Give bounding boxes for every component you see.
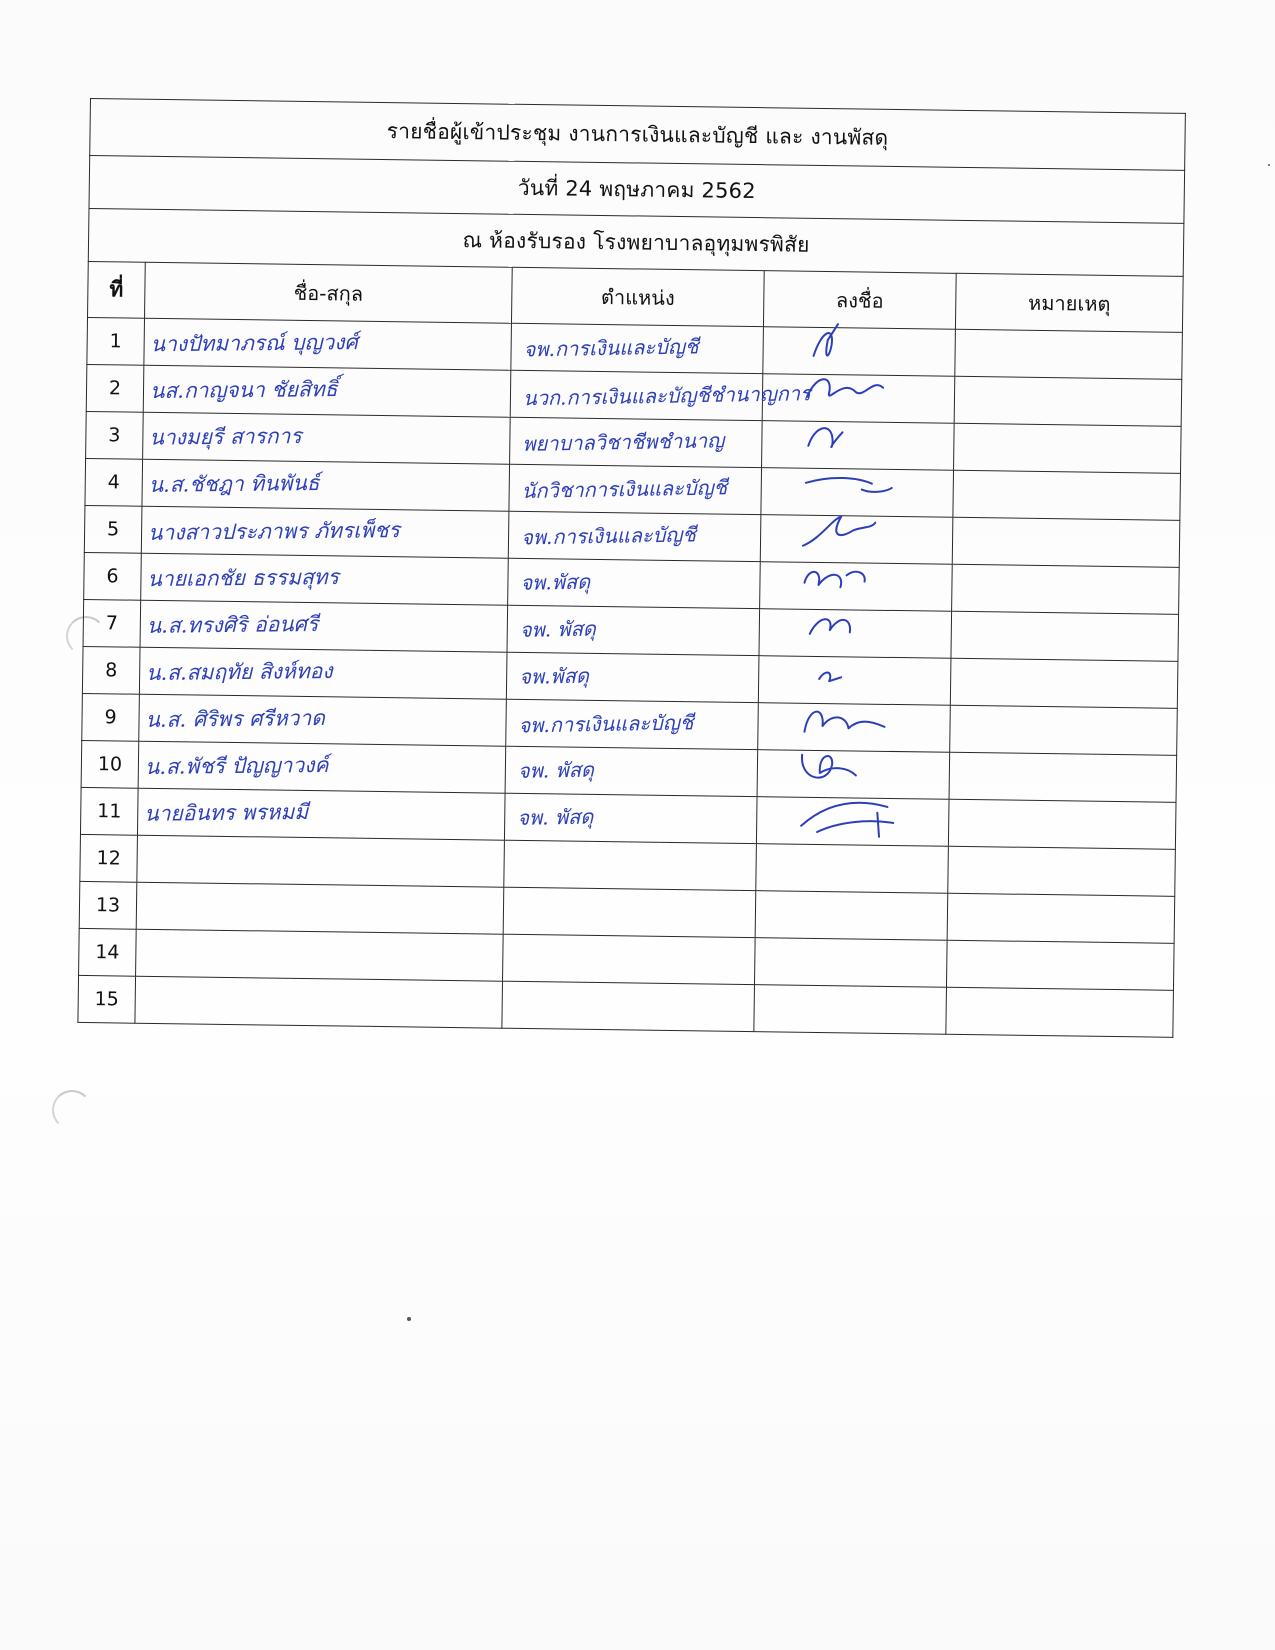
attendee-position-cell (504, 793, 757, 843)
handwritten-signature (799, 604, 910, 657)
attendance-table (77, 98, 1186, 1038)
handwritten-position: จพ.พัสดุ (518, 663, 590, 689)
column-header-number: ที่ (88, 261, 146, 318)
attendee-name-cell (137, 788, 505, 840)
remark-cell (954, 423, 1182, 473)
remark-cell (950, 658, 1178, 708)
row-number: 11 (80, 787, 138, 835)
signature-stroke (802, 755, 856, 778)
handwritten-position: จพ.การเงินและบัญชี (523, 334, 699, 362)
remark-cell (951, 611, 1179, 661)
attendee-position-cell (510, 417, 763, 467)
row-number: 15 (78, 975, 136, 1023)
attendee-name-cell (144, 318, 512, 370)
remark-cell (946, 940, 1174, 990)
handwritten-signature (802, 416, 913, 469)
row-number: 2 (86, 364, 144, 412)
punch-hole-mark (52, 1090, 92, 1130)
row-number: 12 (80, 834, 138, 882)
handwritten-name: น.ส. ศิริพร ศรีหวาด (145, 705, 325, 732)
handwritten-position: พยาบาลวิชาชีพชำนาญ (522, 428, 725, 456)
handwritten-position: จพ.การเงินและบัญชี (520, 522, 697, 550)
remark-cell (948, 799, 1176, 849)
signature-cell (756, 797, 949, 847)
remark-cell (952, 517, 1180, 567)
row-number: 3 (86, 411, 144, 459)
signature-stroke (801, 802, 893, 837)
meeting-date: วันที่ 24 พฤษภาคม 2562 (89, 156, 1185, 224)
attendee-position-cell (502, 981, 755, 1031)
remark-cell (949, 752, 1177, 802)
attendee-position-cell (506, 699, 759, 749)
scan-speck (1268, 164, 1270, 166)
remark-cell (946, 987, 1174, 1037)
handwritten-position: จพ.การเงินและบัญชี (518, 710, 694, 738)
signature-stroke (806, 478, 892, 493)
attendee-position-cell (506, 652, 759, 702)
attendee-position-cell (503, 887, 756, 937)
attendee-name-cell (136, 929, 504, 981)
remark-cell (954, 376, 1182, 426)
row-number: 4 (85, 458, 143, 506)
handwritten-signature (803, 369, 914, 422)
signature-stroke (819, 672, 841, 681)
handwritten-signature (799, 651, 910, 704)
handwritten-position: จพ. พัสดุ (519, 616, 597, 642)
remark-cell (950, 705, 1178, 755)
row-number: 5 (84, 505, 142, 553)
attendee-position-cell (510, 370, 811, 420)
attendee-position-cell (504, 840, 757, 890)
attendee-name-cell (141, 553, 509, 605)
column-header-signature: ลงชื่อ (763, 271, 956, 330)
signature-stroke (804, 571, 864, 588)
remark-cell (953, 470, 1181, 520)
remark-cell (952, 564, 1180, 614)
attendee-name-cell (136, 882, 504, 934)
signature-cell (754, 938, 947, 988)
signature-stroke (810, 619, 850, 634)
handwritten-name: นางมยุรี สารการ (149, 423, 302, 450)
attendee-position-cell (505, 746, 758, 796)
handwritten-signature (800, 557, 911, 610)
column-header-remark: หมายเหตุ (955, 273, 1183, 332)
signature-cell (755, 891, 948, 941)
meeting-location: ณ ห้องรับรอง โรงพยาบาลอุทุมพรพิสัย (88, 208, 1184, 276)
signature-stroke (807, 379, 883, 398)
handwritten-name: น.ส.ชัชฎา ทินพันธ์ (148, 470, 320, 497)
attendance-sheet (77, 98, 1184, 1038)
handwritten-name: น.ส.สมฤทัย สิงห์ทอง (146, 658, 333, 685)
row-number: 1 (87, 317, 145, 365)
attendee-name-cell (135, 976, 503, 1028)
attendee-position-cell (508, 511, 761, 561)
handwritten-name: นายอินทร พรหมมี (144, 799, 309, 826)
handwritten-position: นักวิชาการเงินและบัญชี (521, 475, 728, 503)
attendee-position-cell (507, 605, 760, 655)
handwritten-position: จพ. พัสดุ (517, 804, 594, 830)
handwritten-name: น.ส.พัชรี ปัญญาวงค์ (144, 752, 329, 779)
document-title: รายชื่อผู้เข้าประชุม งานการเงินและบัญชี และ งานพัสดุ (90, 99, 1186, 171)
remark-cell (947, 893, 1175, 943)
row-number: 13 (79, 881, 137, 929)
attendee-position-cell (511, 323, 764, 373)
handwritten-signature (798, 698, 909, 751)
attendee-name-cell (143, 412, 511, 464)
handwritten-signature (801, 510, 912, 563)
handwritten-name: นส.กาญจนา ชัยสิทธิ์ (149, 376, 338, 403)
attendee-name-cell (139, 647, 507, 699)
signature-stroke (808, 428, 842, 447)
handwritten-name: นางปัทมาภรณ์ บุญวงศ์ (150, 329, 358, 356)
attendee-name-cell (143, 365, 511, 417)
handwritten-name: นางสาวประภาพร ภัทรเพ็ชร (147, 517, 400, 545)
attendee-position-cell (508, 558, 761, 608)
row-number: 14 (79, 928, 137, 976)
column-header-name: ชื่อ-สกุล (145, 262, 513, 323)
column-header-position: ตำแหน่ง (511, 267, 764, 326)
handwritten-signature (801, 463, 912, 516)
attendee-name-cell (140, 600, 508, 652)
attendee-name-cell (139, 694, 507, 746)
handwritten-name: น.ส.ทรงศิริ อ่อนศรี (146, 611, 319, 638)
row-number: 9 (82, 693, 140, 741)
signature-cell (756, 844, 949, 894)
handwritten-signature (797, 792, 908, 845)
signature-stroke (814, 324, 838, 356)
handwritten-signature (803, 322, 914, 375)
handwritten-position: นวก.การเงินและบัญชีชำนาญการ (522, 381, 811, 411)
row-number: 8 (82, 646, 140, 694)
attendee-name-cell (142, 459, 510, 511)
handwritten-name: นายเอกชัย ธรรมสุทร (147, 564, 339, 591)
row-number: 7 (83, 599, 141, 647)
handwritten-position: จพ.พัสดุ (520, 569, 591, 595)
signature-cell (754, 985, 947, 1035)
attendee-name-cell (137, 835, 505, 887)
scan-speck (407, 1317, 411, 1321)
row-number: 6 (84, 552, 142, 600)
row-number: 10 (81, 740, 139, 788)
signature-stroke (803, 516, 875, 547)
attendee-name-cell (138, 741, 506, 793)
handwritten-signature (798, 745, 909, 798)
signature-stroke (804, 711, 884, 732)
remark-cell (955, 329, 1183, 379)
attendee-name-cell (141, 506, 509, 558)
attendee-position-cell (503, 934, 756, 984)
remark-cell (948, 846, 1176, 896)
handwritten-position: จพ. พัสดุ (517, 757, 595, 783)
attendee-position-cell (509, 464, 762, 514)
